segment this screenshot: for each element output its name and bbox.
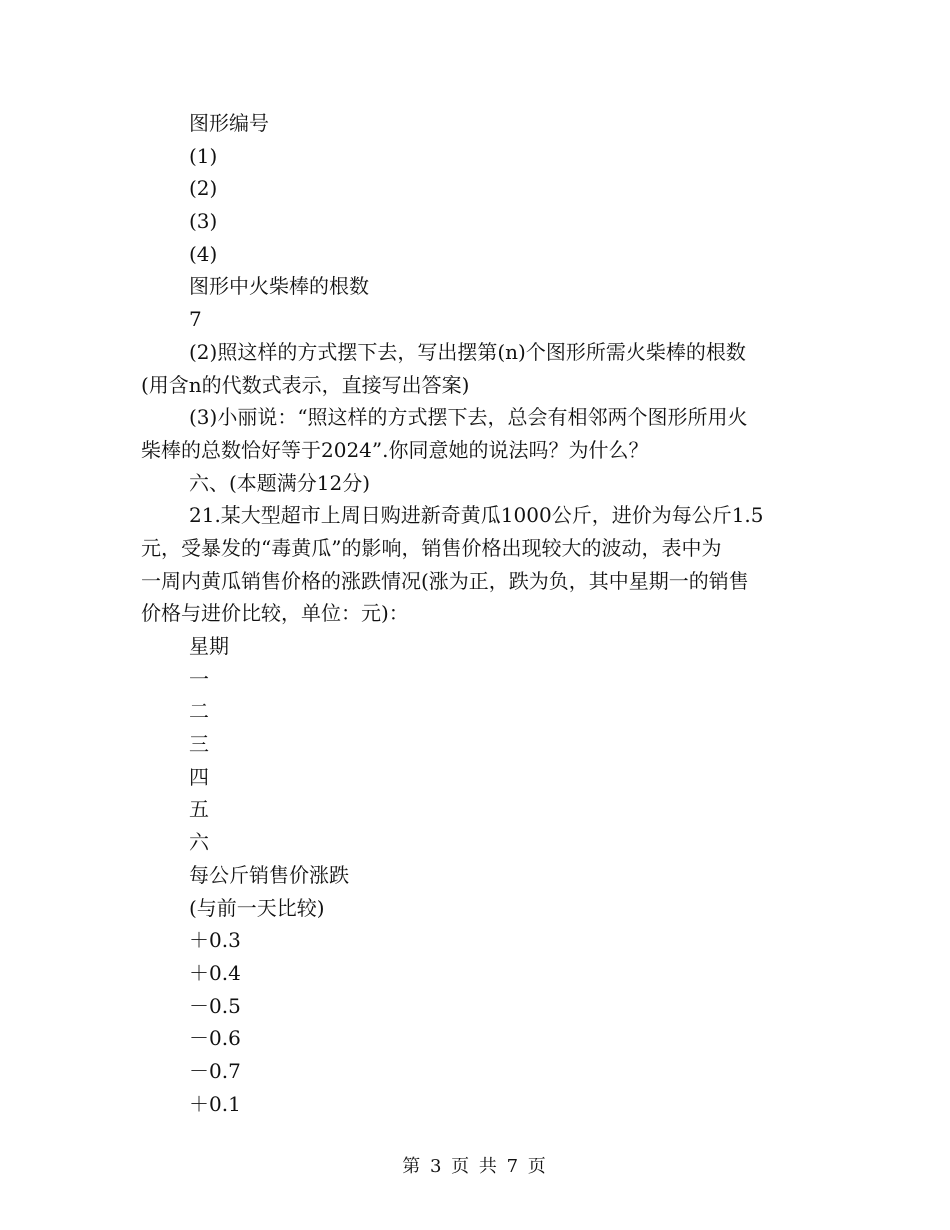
question3-line2: 柴棒的总数恰好等于2024”.你同意她的说法吗？为什么？ [141, 437, 649, 462]
question2-line2: (用含n的代数式表示，直接写出答案) [141, 372, 470, 397]
question21-line3: 一周内黄瓜销售价格的涨跌情况(涨为正，跌为负，其中星期一的销售 [141, 568, 749, 593]
table1-item: (2) [189, 176, 218, 201]
table1-header-label: 图形编号 [189, 111, 269, 135]
question21-line4: 价格与进价比较，单位：元)： [141, 601, 409, 626]
table2-value: ＋0.3 [189, 928, 241, 953]
table2-row-label-note: (与前一天比较) [189, 895, 325, 920]
table2-value: －0.5 [189, 993, 241, 1018]
question21-line1: 21.某大型超市上周日购进新奇黄瓜1000公斤，进价为每公斤1.5 [189, 503, 764, 528]
table2-header-label: 星期 [189, 634, 229, 658]
question21-line2: 元，受暴发的“毒黄瓜”的影响，销售价格出现较大的波动，表中为 [141, 535, 722, 560]
table2-day: 二 [189, 699, 209, 724]
table2-value: ＋0.1 [189, 1091, 241, 1116]
question2-line1: (2)照这样的方式摆下去，写出摆第(n)个图形所需火柴棒的根数 [189, 339, 746, 364]
table2-value: －0.7 [189, 1058, 241, 1083]
table2-row-label: 每公斤销售价涨跌 [189, 862, 349, 887]
table2-day: 六 [189, 830, 209, 855]
question3-line1: (3)小丽说：“照这样的方式摆下去，总会有相邻两个图形所用火 [189, 405, 748, 430]
table2-value: ＋0.4 [189, 960, 241, 985]
table2-day: 三 [189, 732, 209, 757]
table1-item: (3) [189, 209, 218, 234]
table1-item: (4) [189, 241, 218, 266]
table2-value: －0.6 [189, 1026, 241, 1051]
document-content [141, 107, 809, 1120]
table2-day: 四 [189, 764, 209, 789]
table1-row-label: 图形中火柴棒的根数 [189, 274, 369, 299]
table2-day: 一 [189, 666, 209, 691]
table2-day: 五 [189, 797, 209, 822]
table1-row-value: 7 [189, 307, 202, 332]
section6-heading: 六、(本题满分12分) [189, 470, 371, 495]
table1-item: (1) [189, 143, 218, 168]
page-footer: 第 3 页 共 7 页 [402, 1156, 548, 1177]
